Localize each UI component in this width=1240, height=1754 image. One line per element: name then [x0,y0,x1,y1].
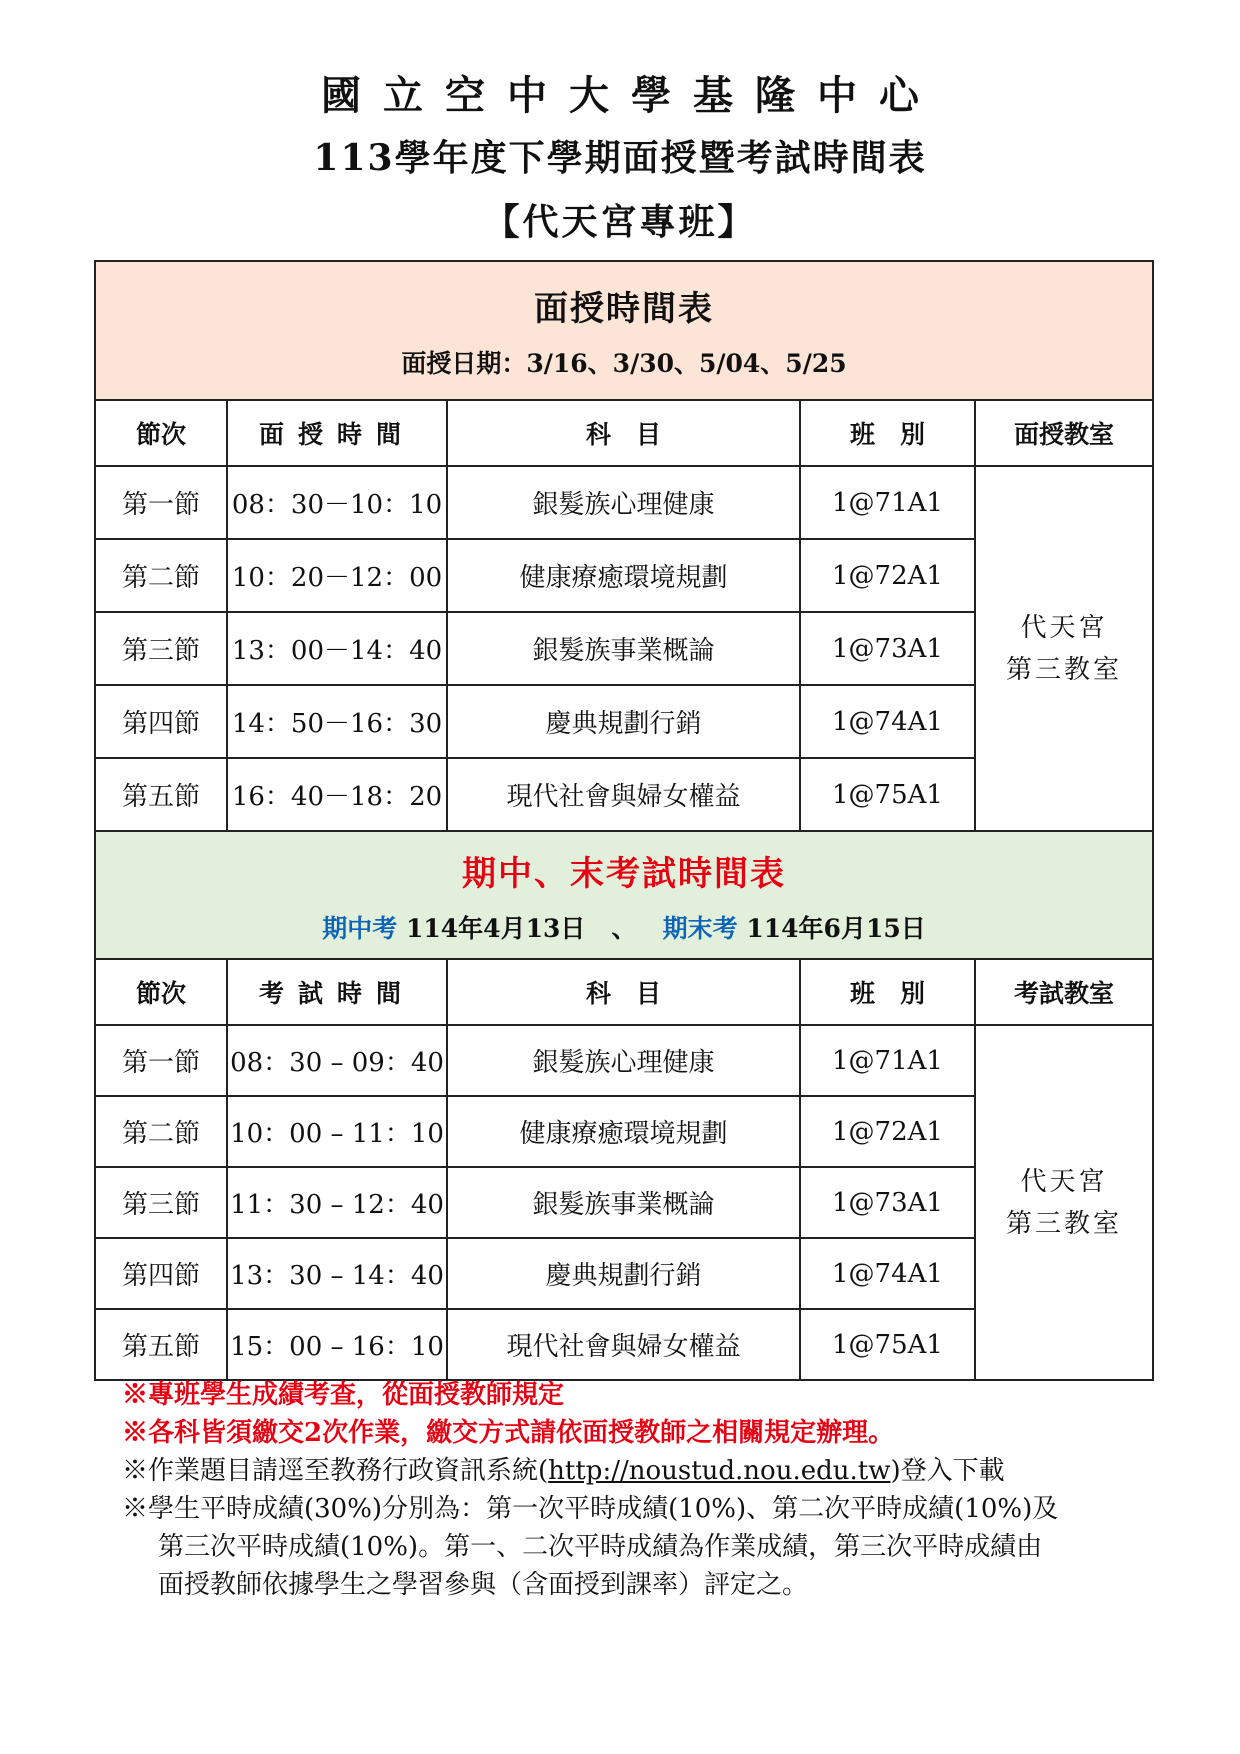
schedule-table [94,260,1154,1381]
period-cell: 第三節 [95,612,227,685]
center-name: 國立空中大學基隆中心 [321,72,941,119]
room-line2: 第三教室 [1005,1208,1122,1239]
period-cell: 第五節 [95,758,227,831]
subject-cell: 銀髮族事業概論 [447,612,800,685]
time-cell: 08：30 – 09：40 [227,1025,447,1096]
exam-header-row [95,959,1153,1025]
note-score-line1: ※學生平時成績(30%)分別為：第一次平時成績(10%)、第二次平時成績(10%)及 [122,1494,1059,1524]
time-cell: 13：30 – 14：40 [227,1238,447,1309]
note-score-line3: 面授教師依據學生之學習參與（含面授到課率）評定之。 [158,1570,809,1600]
col-room: 考試教室 [975,959,1153,1025]
col-time: 面授時間 [227,400,447,466]
time-cell: 13：00－14：40 [227,612,447,685]
time-cell: 10：00 – 11：10 [227,1096,447,1167]
notes [122,1376,1162,1604]
note-grading: ※專班學生成績考查，從面授教師規定 [122,1380,565,1410]
class-cell: 1@74A1 [800,685,975,758]
col-class: 班 別 [800,400,975,466]
exam-room-cell [975,1025,1153,1380]
subject-cell: 慶典規劃行銷 [447,1238,800,1309]
room-line1: 代天宮 [1020,612,1108,643]
period-cell: 第五節 [95,1309,227,1380]
period-cell: 第一節 [95,1025,227,1096]
time-cell: 11：30 – 12：40 [227,1167,447,1238]
period-cell: 第二節 [95,1096,227,1167]
class-cell: 1@74A1 [800,1238,975,1309]
class-cell: 1@71A1 [800,466,975,539]
note3-pre: ※作業題目請逕至教務行政資訊系統( [122,1456,549,1486]
subject-cell: 健康療癒環境規劃 [447,539,800,612]
time-cell: 15：00 – 16：10 [227,1309,447,1380]
period-cell: 第二節 [95,539,227,612]
col-period: 節次 [95,400,227,466]
class-cell: 1@72A1 [800,1096,975,1167]
lecture-room-cell [975,466,1153,831]
subject-cell: 健康療癒環境規劃 [447,1096,800,1167]
date-separator: 、 [611,913,637,943]
subject-cell: 銀髮族事業概論 [447,1167,800,1238]
table-row [95,1025,1153,1096]
lecture-title: 面授時間表 [534,289,714,329]
room-line2: 第三教室 [1005,654,1122,685]
period-cell: 第一節 [95,466,227,539]
note-score-line2: 第三次平時成績(10%)。第一、二次平時成績為作業成績，第三次平時成績由 [158,1532,1043,1562]
lecture-header-row [95,400,1153,466]
col-period: 節次 [95,959,227,1025]
subject-cell: 銀髮族心理健康 [447,466,800,539]
subject-cell: 現代社會與婦女權益 [447,1309,800,1380]
subject-cell: 現代社會與婦女權益 [447,758,800,831]
class-cell: 1@75A1 [800,1309,975,1380]
period-cell: 第四節 [95,1238,227,1309]
class-cell: 1@73A1 [800,612,975,685]
subject-cell: 慶典規劃行銷 [447,685,800,758]
exam-band [95,831,1153,959]
final-date: 114年6月15日 [746,913,926,943]
col-class: 班 別 [800,959,975,1025]
lecture-band [95,261,1153,400]
final-label: 期末考 [662,913,738,943]
col-subject: 科 目 [447,959,800,1025]
time-cell: 08：30－10：10 [227,466,447,539]
room-line1: 代天宮 [1020,1166,1108,1197]
class-name: 【代天宮專班】 [483,201,757,243]
period-cell: 第四節 [95,685,227,758]
time-cell: 14：50－16：30 [227,685,447,758]
table-row [95,466,1153,539]
midterm-date: 114年4月13日 [405,913,586,943]
note-homework: ※各科皆須繳交2次作業，繳交方式請依面授教師之相關規定辦理。 [122,1418,895,1448]
col-time: 考試時間 [227,959,447,1025]
lecture-dates: 面授日期：3/16、3/30、5/04、5/25 [401,349,847,378]
period-cell: 第三節 [95,1167,227,1238]
class-cell: 1@73A1 [800,1167,975,1238]
class-cell: 1@75A1 [800,758,975,831]
note3-post: )登入下載 [890,1456,1005,1486]
system-link[interactable]: http://noustud.nou.edu.tw [548,1456,891,1486]
note-homework-download [122,1452,1162,1490]
midterm-label: 期中考 [322,913,398,943]
time-cell: 16：40－18：20 [227,758,447,831]
subject-cell: 銀髮族心理健康 [447,1025,800,1096]
exam-dates [96,909,1152,945]
class-cell: 1@71A1 [800,1025,975,1096]
time-cell: 10：20－12：00 [227,539,447,612]
class-cell: 1@72A1 [800,539,975,612]
exam-title: 期中、末考試時間表 [462,853,786,894]
col-subject: 科 目 [447,400,800,466]
schedule-title: 113學年度下學期面授暨考試時間表 [313,137,927,179]
col-room: 面授教室 [975,400,1153,466]
